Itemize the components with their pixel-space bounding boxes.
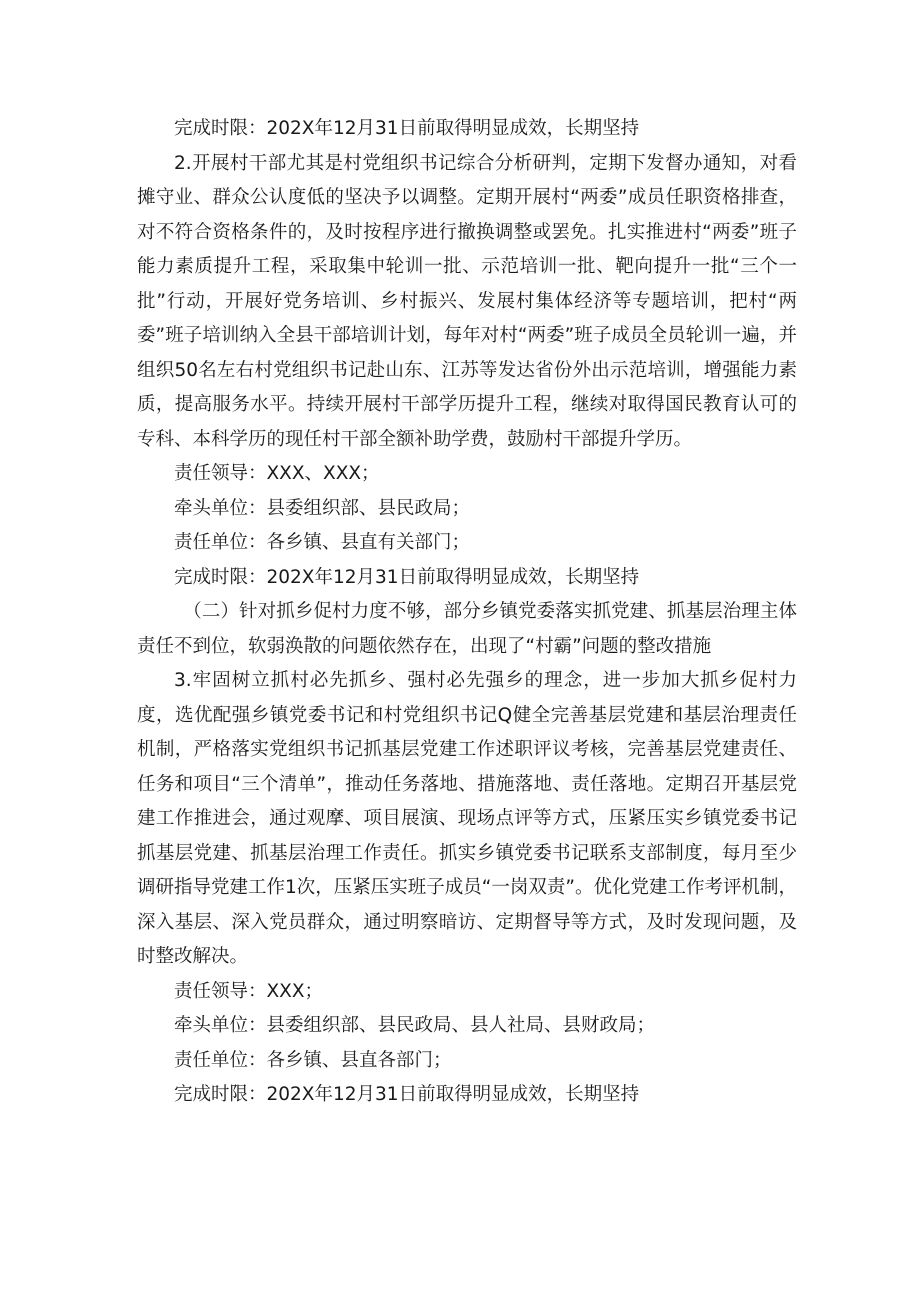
measure-paragraph-3: 3.牢固树立抓村必先抓乡、强村必先强乡的理念，进一步加大抓乡促村力度，选优配强乡镇党委书记和村党组织书记Q健全完善基层党建和基层治理责任机制，严格落实党组织书记抓基层党建工作述职评议考核，完善基层党建责任、任务和项目“三个清单”，推动任务落地、措施落地、责任落地。定期召开基层党建工作推进会，通过观摩、项目展演、现场点评等方式，压紧压实乡镇党委书记抓基层党建、抓基层治理工作责任。抓实乡镇党委书记联系支部制度，每月至少调研指导党建工作1次，压紧压实班子成员“一岗双责”。优化党建工作考评机制，深入基层、深入党员群众，通过明察暗访、定期督导等方式，及时发现问题，及时整改解决。	[137, 670, 797, 967]
responsible-unit-line: 责任单位：各乡镇、县直各部门；	[174, 1049, 452, 1071]
lead-unit-line: 牵头单位：县委组织部、县民政局、县人社局、县财政局；	[174, 1015, 656, 1036]
responsible-unit-line: 责任单位：各乡镇、县直有关部门；	[174, 532, 471, 553]
deadline-line: 完成时限：202X年12月31日前取得明显成效，长期坚持	[174, 566, 640, 588]
measure-paragraph-2: 2.开展村干部尤其是村党组织书记综合分析研判，定期下发督办通知，对看摊守业、群众公认度低的坚决予以调整。定期开展村“两委”成员任职资格排查，对不符合资格条件的，及时按程序进行撤换调整或罢免。扎实推进村“两委”班子能力素质提升工程，采取集中轮训一批、示范培训一批、靶向提升一批“三个一批”行动，开展好党务培训、乡村振兴、发展村集体经济等专题培训，把村“两委”班子培训纳入全县干部培训计划，每年对村“两委”班子成员全员轮训一遍，并组织50名左右村党组织书记赴山东、江苏等发达省份外出示范培训，增强能力素质，提高服务水平。持续开展村干部学历提升工程，继续对取得国民教育认可的专科、本科学历的现任村干部全额补助学费，鼓励村干部提升学历。	[137, 152, 797, 450]
lead-unit-line: 牵头单位：县委组织部、县民政局；	[174, 497, 471, 519]
document-page	[137, 112, 797, 1113]
responsible-leader-line: 责任领导：XXX、XXX；	[174, 463, 380, 484]
deadline-line: 完成时限：202X年12月31日前取得明显成效，长期坚持	[174, 1084, 640, 1105]
section-heading: （二）针对抓乡促村力度不够，部分乡镇党委落实抓党建、抓基层治理主体责任不到位，软弱涣散的问题依然存在，出现了“村霸”问题的整改措施	[137, 601, 797, 657]
responsible-leader-line: 责任领导：XXX；	[174, 980, 324, 1002]
deadline-line: 完成时限：202X年12月31日前取得明显成效，长期坚持	[174, 118, 640, 139]
